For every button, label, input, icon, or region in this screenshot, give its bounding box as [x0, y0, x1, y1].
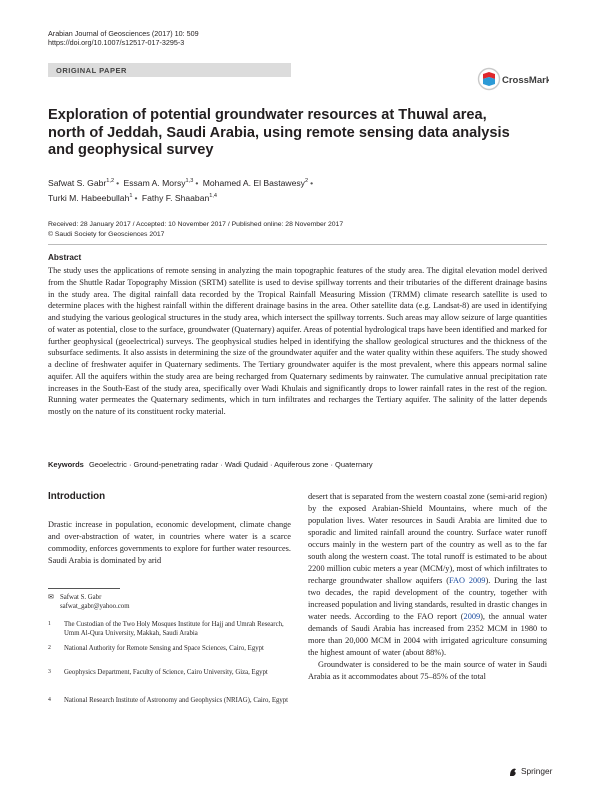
author-list: Safwat S. Gabr$^{1,2}$ • Essam A. Morsy$^{1,3}$ • Mohamed A. El Bastawesy$^2$ • Turki M. Habeebullah$^1$ • Fathy F. Shaaban$^{1,4}$ — [48, 177, 314, 203]
author[interactable]: Essam A. Morsy$^{1,3}$ — [123, 177, 194, 188]
affiliation-footnote: 4 National Research Institute of Astronomy and Geophysics (NRIAG), Cairo, Egypt — [48, 697, 289, 704]
section-label: ORIGINAL PAPER — [56, 66, 127, 75]
corresponding-name: Safwat S. Gabr — [60, 594, 102, 601]
section-heading-introduction: Introduction — [48, 491, 106, 502]
keywords — [48, 460, 547, 470]
paragraph-text: Groundwater is considered to be the main source of water in Saudi Arabia as it accommodates about 75–85% of the total — [308, 660, 547, 681]
corresponding-author — [48, 593, 291, 611]
abstract-text: The study uses the applications of remote sensing in analyzing the main topographic features of the study area. The digital elevation model derived from the Shuttle Radar Topography Mission (SRTM) satellite is used to devise spillway torrents and their tributaries of the different drainage basins in the study area. The digital rainfall data recorded by the Tropical Rainfall Measuring Mission (TRMM) climate research satellite is used to determine places with the highest rainfall within the different drainage basins in the area. Other satellite data (e.g. Landsat-8) are used in identifying and studying the various geological structures in the study area, which intersect the spillway torrents. Such areas may allow seizure of large quantities of water as potential, close to the surface, groundwater (Quaternary) aquifer. Areas of potential hydrological traps have been identified and marked for further geophysical (geoelectrical) surveys. The geophysical studies helped in identifying the shallow geological structures and the thickness of the subsurface sediments. It also assists in determining the size of the groundwater aquifer and the water quality within these aquifers. The study showed a decline of freshwater aquifer in Quaternary sediments. The Tertiary groundwater aquifer is the most prevalent, where this appears normal saline aquifer. All the aquifers within the study area are being recharged from Quaternary sediments by rainwater. The cumulative annual precipitation rate increases in the South-East of the study area, specifically over Wadi Khulais and significantly drops to lower rainfall rates in the rest of the region. Running water permeates the Quaternary sediments, which in turn infiltrates and recharges the Tertiary aquifer. The salinity of the latter depends mostly on the nature of its constituent rocky material. — [48, 266, 547, 416]
keywords-label: Keywords — [48, 460, 84, 469]
affiliation-footnote: 3 Geophysics Department, Faculty of Science, Cairo University, Giza, Egypt — [48, 669, 268, 676]
author[interactable]: Safwat S. Gabr$^{1,2}$ — [48, 177, 115, 188]
journal-citation — [48, 29, 199, 47]
abstract-heading: Abstract — [48, 253, 82, 262]
copyright-line: © Saudi Society for Geosciences 2017 — [48, 230, 165, 238]
crossmark-badge[interactable] — [477, 66, 549, 92]
paragraph-text: desert that is separated from the western coastal zone (semi-arid region) by the exposed Arabian-Shield Mountains, where much of the population lives. Water resources in Saudi Arabia are limited due to sporadic and limited rainfall around the country. Surface water runoff occurs mainly in the western part of the country as well as to the far south along the western coast. The total runoff is estimated to be about 2200 million cubic meters a year (MCM/y), most of which infiltrates to recharge groundwater shallow aquifers ( — [308, 492, 547, 585]
paper-title: Exploration of potential groundwater resources at Thuwal area, north of Jeddah, Saudi Arabia, using remote sensing data analysis and geophysical survey — [48, 107, 510, 158]
citation-link[interactable]: FAO 2009 — [449, 576, 486, 585]
affiliation-footnote: 1 The Custodian of the Two Holy Mosques Institute for Hajj and Umrah Research, Umm Al-Qura University, Makkah, Saudi Arabia — [48, 621, 284, 638]
dates-line: Received: 28 January 2017 / Accepted: 10 November 2017 / Published online: 28 November 2017 — [48, 221, 344, 228]
intro-column-left: Drastic increase in population, economic development, climate change and over-abstraction of water, in countries where water is a scarce commodity, enforces governments to explore for further water resources. Saudi Arabia is dominated by arid — [48, 520, 291, 565]
intro-column-right — [308, 491, 547, 683]
publication-history — [48, 220, 343, 239]
affiliation-footnote: 2 National Authority for Remote Sensing and Space Sciences, Cairo, Egypt — [48, 645, 264, 652]
author[interactable]: Turki M. Habeebullah$^1$ — [48, 192, 133, 203]
abstract-divider — [48, 244, 547, 245]
springer-horse-icon — [508, 767, 518, 777]
author[interactable]: Mohamed A. El Bastawesy$^2$ — [202, 177, 309, 188]
envelope-icon: ✉ — [48, 594, 54, 601]
citation-link[interactable]: 2009 — [463, 612, 481, 621]
crossmark-icon — [477, 66, 549, 92]
journal-name: Arabian Journal of Geosciences (2017) 10: 509 — [48, 29, 199, 38]
paragraph-text: ), the annual water demands of Saudi Arabia has increased from 2352 MCM in 1980 to more than 20,000 MCM in 2004 with irrigated agriculture consuming the highest amount of water (about 88%). — [308, 612, 547, 657]
paragraph-text: ). During the last two decades, the rapid development of the country, together with increased population and living standards, resulted in drastic changes in water needs. According to the FAO report ( — [308, 576, 547, 621]
crossmark-label: CrossMark — [502, 75, 549, 86]
author[interactable]: Fathy F. Shaaban$^{1,4}$ — [141, 192, 218, 203]
corresponding-email[interactable]: safwat_gabr@yahoo.com — [60, 603, 130, 610]
publisher-name: Springer — [521, 766, 553, 776]
keywords-list: Geoelectric · Ground-penetrating radar · Wadi Qudaid · Aquiferous zone · Quaternary — [88, 460, 373, 469]
footnote-divider — [48, 588, 120, 589]
publisher-logo — [508, 766, 552, 777]
doi-link[interactable]: https://doi.org/10.1007/s12517-017-3295-3 — [48, 38, 185, 47]
